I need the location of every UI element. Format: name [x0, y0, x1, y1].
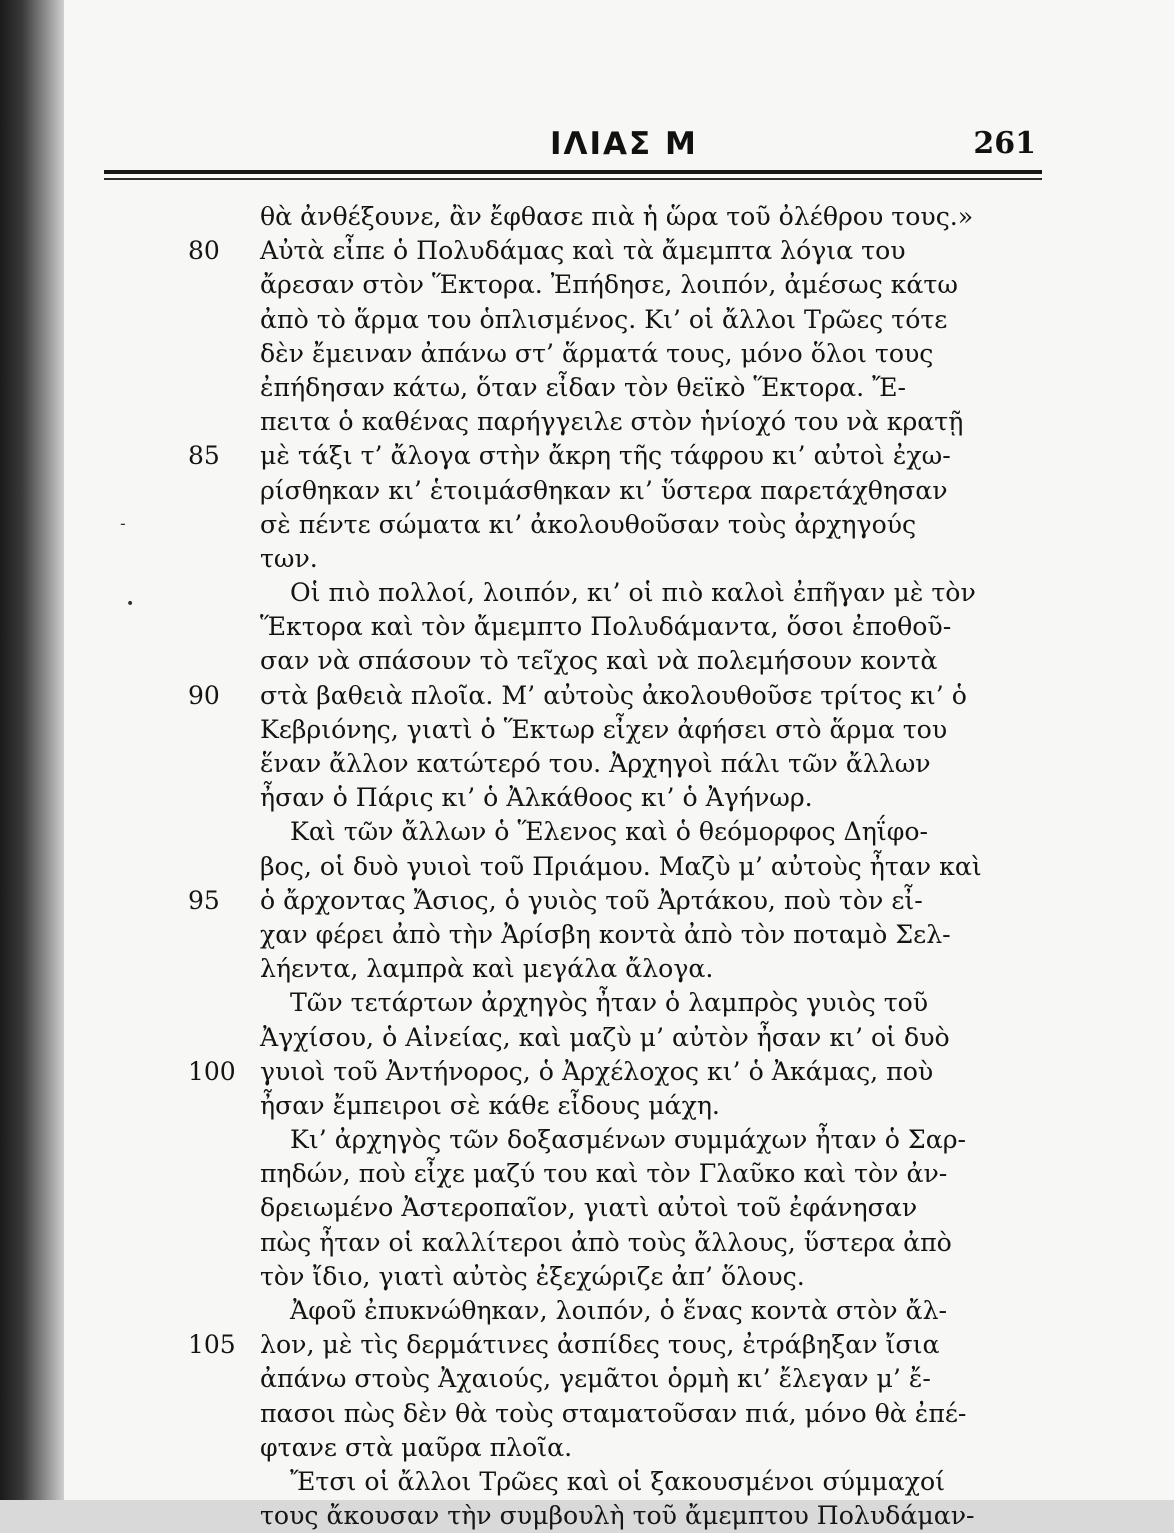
margin-mark: •: [126, 596, 135, 612]
text-line: [260, 1089, 1072, 1123]
text-line: [260, 1226, 1072, 1260]
line-text: Ἕκτορα καὶ τὸν ἄμεμπτο Πολυδάμαντα, ὅσοι ἐποθοῦ-: [260, 612, 952, 642]
text-line: [260, 337, 1072, 371]
line-text: στὰ βαθειὰ πλοῖα. Μ’ αὐτοὺς ἀκολουθοῦσε τρίτος κι’ ὁ: [260, 680, 967, 710]
text-line: [260, 610, 1072, 644]
line-text: ἕναν ἄλλον κατώτερό του. Ἀρχηγοὶ πάλι τῶν ἄλλων: [260, 749, 931, 778]
line-text: μὲ τάξι τ’ ἄλογα στὴν ἄκρη τῆς τάφρου κι’ αὐτοὶ ἐχω-: [260, 441, 951, 471]
text-line: [188, 679, 1072, 713]
running-header: [104, 126, 1044, 166]
line-text: βος, οἱ δυὸ γυιοὶ τοῦ Πριάμου. Μαζὺ μ’ αὐτοὺς ἦταν καὶ: [260, 851, 982, 881]
running-title: ΙΛΙΑΣ Μ: [550, 126, 698, 162]
header-rule-thick: [104, 170, 1042, 174]
line-text: ἄρεσαν στὸν Ἕκτορα. Ἐπήδησε, λοιπόν, ἀμέσως κάτω: [260, 270, 958, 300]
line-text: των.: [260, 543, 318, 573]
verse-line-number: 80: [188, 236, 220, 266]
text-line: [260, 1260, 1072, 1294]
line-text: λήεντα, λαμπρὰ καὶ μεγάλα ἄλογα.: [260, 954, 714, 984]
line-text: ἐπήδησαν κάτω, ὅταν εἶδαν τὸν θεϊκὸ Ἕκτορα. Ἔ-: [260, 372, 907, 402]
line-text: Ἔτσι οἱ ἄλλοι Τρῶες καὶ οἱ ξακουσμένοι σύμμαχοί: [290, 1466, 946, 1496]
text-line: [188, 1055, 1072, 1089]
text-line: [260, 986, 1072, 1020]
line-text: πὼς ἦταν οἱ καλλίτεροι ἀπὸ τοὺς ἄλλους, ὕστερα ἀπὸ: [260, 1227, 952, 1257]
body-text: [188, 200, 1072, 1533]
line-text: Κι’ ἀρχηγὸς τῶν δοξασμένων συμμάχων ἦταν ὁ Σαρ-: [290, 1125, 967, 1155]
text-line: [188, 234, 1072, 268]
verse-line-number: 85: [188, 441, 220, 471]
line-text: γυιοὶ τοῦ Ἀντήνορος, ὁ Ἀρχέλοχος κι’ ὁ Ἀκάμας, ποὺ: [260, 1056, 934, 1086]
line-text: Αὐτὰ εἶπε ὁ Πολυδάμας καὶ τὰ ἄμεμπτα λόγια του: [260, 236, 906, 266]
verse-line-number: 95: [188, 885, 220, 915]
line-text: φτανε στὰ μαῦρα πλοῖα.: [260, 1432, 573, 1462]
line-text: Κεβριόνης, γιατὶ ὁ Ἕκτωρ εἶχεν ἀφήσει στὸ ἅρμα του: [260, 714, 948, 744]
line-text: πηδών, ποὺ εἶχε μαζύ του καὶ τὸν Γλαῦκο καὶ τὸν ἀν-: [260, 1159, 948, 1189]
text-line: [188, 1328, 1072, 1362]
text-line: [260, 815, 1072, 849]
text-line: [260, 713, 1072, 747]
text-line: [260, 952, 1072, 986]
text-line: [260, 200, 1072, 234]
book-spine-shadow: [0, 0, 64, 1500]
line-text: ἀπάνω στοὺς Ἀχαιούς, γεμᾶτοι ὁρμὴ κι’ ἔλεγαν μ’ ἔ-: [260, 1364, 931, 1394]
header-rule-thin: [104, 178, 1042, 180]
text-line: [260, 303, 1072, 337]
text-line: [260, 1499, 1072, 1533]
line-text: Οἱ πιὸ πολλοί, λοιπόν, κι’ οἱ πιὸ καλοὶ ἐπῆγαν μὲ τὸν: [290, 578, 976, 608]
line-text: ἦσαν ὁ Πάρις κι’ ὁ Ἀλκάθοος κι’ ὁ Ἀγήνωρ.: [260, 783, 813, 813]
text-line: [260, 1397, 1072, 1431]
line-text: χαν φέρει ἀπὸ τὴν Ἀρίσβη κοντὰ ἀπὸ τὸν ποταμὸ Σελ-: [260, 919, 951, 949]
line-text: τὸν ἴδιο, γιατὶ αὐτὸς ἐξεχώριζε ἀπ’ ὅλους.: [260, 1261, 805, 1291]
line-text: ρίσθηκαν κι’ ἑτοιμάσθηκαν κι’ ὕστερα παρετάχθησαν: [260, 475, 948, 505]
text-line: [260, 644, 1072, 678]
text-line: [188, 884, 1072, 918]
line-text: λον, μὲ τὶς δερμάτινες ἀσπίδες τους, ἐτράβηξαν ἴσια: [260, 1330, 940, 1360]
verse-line-number: 100: [188, 1056, 236, 1086]
text-line: [260, 918, 1072, 952]
text-line: [260, 1123, 1072, 1157]
margin-mark: ›: [14, 478, 22, 499]
text-line: [260, 508, 1072, 542]
line-text: πειτα ὁ καθένας παρήγγειλε στὸν ἡνίοχό του νὰ κρατῇ: [260, 407, 964, 437]
line-text: τους ἄκουσαν τὴν συμβουλὴ τοῦ ἄμεμπτου Πολυδάμαν-: [260, 1501, 975, 1531]
verse-line-number: 90: [188, 680, 220, 710]
text-line: [260, 268, 1072, 302]
text-line: [260, 542, 1072, 576]
line-text: δὲν ἔμειναν ἀπάνω στ’ ἅρματά τους, μόνο ὅλοι τους: [260, 338, 934, 368]
text-line: [260, 747, 1072, 781]
text-line: [260, 405, 1072, 439]
page-number: 261: [973, 126, 1036, 161]
line-text: θὰ ἀνθέξουνε, ἂν ἔφθασε πιὰ ἡ ὥρα τοῦ ὀλέθρου τους.»: [260, 202, 974, 231]
line-text: δρειωμένο Ἀστεροπαῖον, γιατὶ αὐτοὶ τοῦ ἐφάνησαν: [260, 1193, 918, 1223]
margin-mark: -: [120, 514, 126, 533]
text-line: [260, 1021, 1072, 1055]
line-text: σὲ πέντε σώματα κι’ ἀκολουθοῦσαν τοὺς ἀρχηγούς: [260, 509, 917, 539]
text-line: [260, 1431, 1072, 1465]
text-line: [260, 850, 1072, 884]
text-line: [260, 781, 1072, 815]
text-line: [260, 1191, 1072, 1225]
text-line: [260, 1362, 1072, 1396]
line-text: πασοι πὼς δὲν θὰ τοὺς σταματοῦσαν πιά, μόνο θὰ ἐπέ-: [260, 1398, 967, 1428]
line-text: σαν νὰ σπάσουν τὸ τεῖχος καὶ νὰ πολεμήσουν κοντὰ: [260, 646, 938, 676]
text-line: [260, 1465, 1072, 1499]
line-text: Ἀγχίσου, ὁ Αἰνείας, καὶ μαζὺ μ’ αὐτὸν ἦσαν κι’ οἱ δυὸ: [260, 1022, 950, 1052]
line-text: Τῶν τετάρτων ἀρχηγὸς ἦταν ὁ λαμπρὸς γυιὸς τοῦ: [290, 988, 929, 1018]
line-text: ὁ ἄρχοντας Ἄσιος, ὁ γυιὸς τοῦ Ἀρτάκου, ποὺ τὸν εἶ-: [260, 885, 923, 915]
line-text: ἦσαν ἔμπειροι σὲ κάθε εἶδους μάχη.: [260, 1090, 720, 1120]
verse-line-number: 105: [188, 1330, 236, 1360]
text-line: [260, 1157, 1072, 1191]
text-line: [260, 576, 1072, 610]
text-line: [260, 1294, 1072, 1328]
line-text: ἀπὸ τὸ ἅρμα του ὁπλισμένος. Κι’ οἱ ἄλλοι Τρῶες τότε: [260, 304, 948, 334]
text-line: [188, 439, 1072, 473]
line-text: Ἀφοῦ ἐπυκνώθηκαν, λοιπόν, ὁ ἕνας κοντὰ στὸν ἄλ-: [290, 1296, 948, 1325]
line-text: Καὶ τῶν ἄλλων ὁ Ἕλενος καὶ ὁ θεόμορφος Δηΐφο-: [290, 817, 929, 847]
text-line: [260, 371, 1072, 405]
text-line: [260, 474, 1072, 508]
